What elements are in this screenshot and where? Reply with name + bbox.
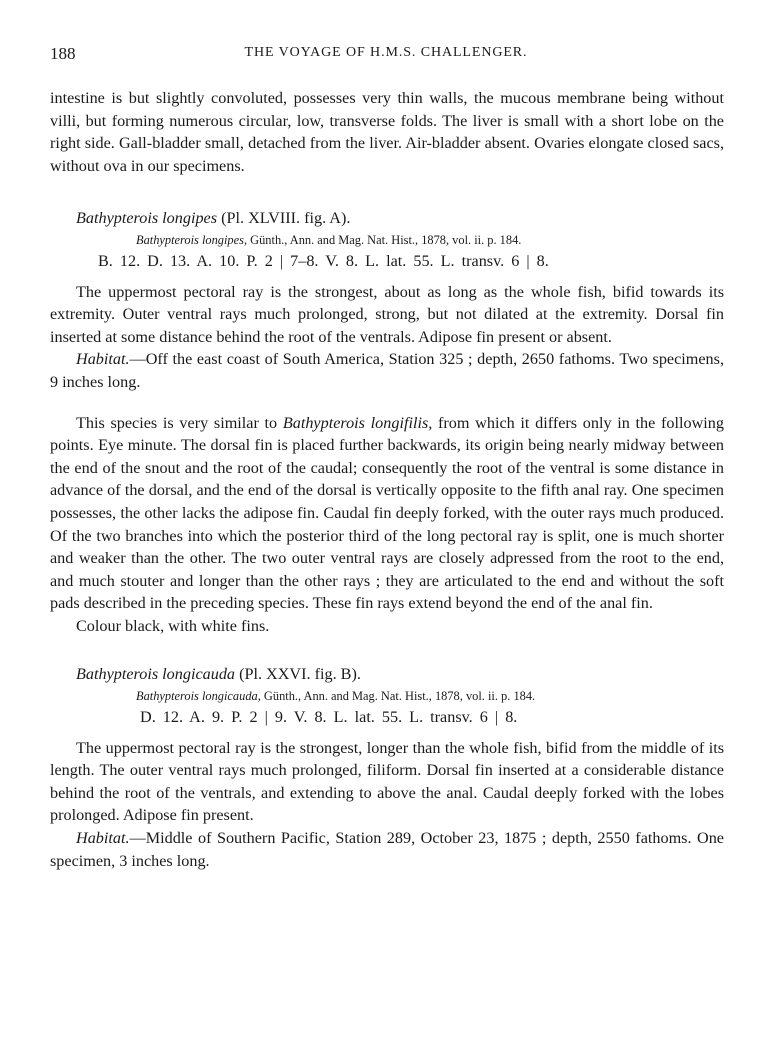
page-number: 188 [50, 44, 76, 63]
description-longicauda: The uppermost pectoral ray is the strongest, longer than the whole fish, bifid from the middle of its length. The outer ventral rays much prolonged, filiform. Dorsal fin inserted at a considerable distance behind the root of the ventrals, and extending to above the anal. Caudal deeply forked with the lobes prolonged. Adipose fin present. [50, 738, 724, 825]
comparison-text-end: from which it differs only in the following points. Eye minute. The dorsal fin is placed further backwards, its origin being nearly midway between the end of the snout and the root of the caudal; consequently the root of the ventral is some distance in advance of the dorsal, and the end of the dorsal is vertically opposite to the fifth anal ray. One specimen possesses, the other lacks the adipose fin. Caudal fin deeply forked, with the outer rays much produced. Of the two branches into which the posterior third of the long pectoral ray is split, one is much shorter and weaker than the other. The two outer ventral rays are closely adpressed from the root to the end, and much stouter and longer than the other rays ; they are articulated to the end and without the soft pads described in the preceding species. These fin rays extend beyond the end of the anal fin. [50, 413, 724, 613]
comparison-paragraph [50, 412, 724, 615]
habitat-longicauda [50, 827, 724, 872]
habitat-longipes [50, 348, 724, 393]
species-name: Bathypterois longipes [76, 209, 218, 228]
fin-formula-longicauda: D. 12. A. 9. P. 2 | 9. V. 8. L. lat. 55. L. transv. 6 | 8. [140, 708, 518, 727]
comparison-species-name: Bathypterois longifilis, [282, 413, 433, 432]
citation-longipes [50, 231, 724, 250]
citation-longicauda [50, 687, 724, 706]
citation-source: Günth., Ann. and Mag. Nat. Hist., 1878, vol. ii. p. 184. [263, 689, 536, 704]
citation-source: Günth., Ann. and Mag. Nat. Hist., 1878, vol. ii. p. 184. [250, 232, 522, 247]
habitat-text: —Off the east coast of South America, Station 325 ; depth, 2650 fathoms. Two specimens, 9 inches long. [50, 350, 724, 391]
comparison-text-start: This species is very similar to [76, 413, 283, 432]
colour-note: Colour black, with white fins. [76, 616, 270, 635]
running-title: THE VOYAGE OF H.M.S. CHALLENGER. [244, 45, 528, 60]
species-heading-longipes [50, 207, 724, 230]
plate-reference: (Pl. XXVI. fig. B). [239, 665, 361, 684]
description-longipes: The uppermost pectoral ray is the strongest, about as long as the whole fish, bifid towards its extremity. Outer ventral rays much prolonged, strong, but not dilated at the extremity. Dorsal fin inserted at some distance behind the root of the ventrals. Adipose fin present or absent. [50, 282, 724, 346]
habitat-label: Habitat. [76, 350, 130, 369]
habitat-label: Habitat. [76, 829, 130, 848]
species-heading-longicauda [50, 663, 724, 686]
citation-name: Bathypterois longicauda, [136, 689, 261, 704]
species-name: Bathypterois longicauda [76, 665, 236, 684]
intro-paragraph: intestine is but slightly convoluted, possesses very thin walls, the mucous membrane being without villi, but forming numerous circular, low, transverse folds. The liver is small with a short lobe on the right side. Gall-bladder small, detached from the liver. Air-bladder absent. Ovaries elongate closed sacs, without ova in our specimens. [50, 89, 724, 175]
fin-formula-longipes: B. 12. D. 13. A. 10. P. 2 | 7–8. V. 8. L. lat. 55. L. transv. 6 | 8. [98, 251, 549, 270]
citation-name: Bathypterois longipes, [136, 232, 248, 247]
page-header [50, 44, 722, 66]
habitat-text: —Middle of Southern Pacific, Station 289, October 23, 1875 ; depth, 2550 fathoms. One specimen, 3 inches long. [50, 829, 724, 870]
page-body [50, 87, 724, 872]
plate-reference: (Pl. XLVIII. fig. A). [221, 209, 351, 228]
